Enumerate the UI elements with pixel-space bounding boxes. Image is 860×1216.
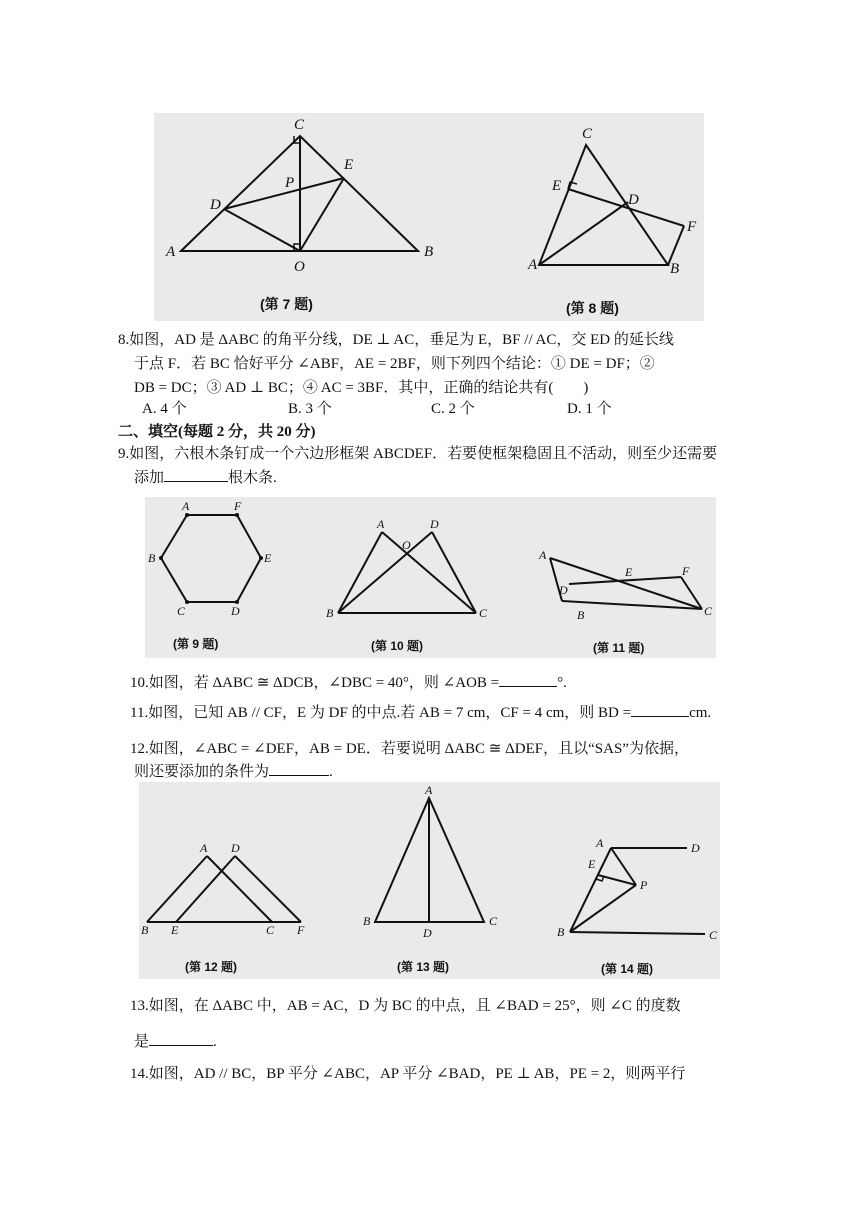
q10-suffix: °. [557, 675, 567, 691]
fig7-label-P: P [285, 175, 295, 191]
fig14-label-A: A [596, 836, 604, 850]
q10-text: 10.如图，若 ΔABC ≅ ΔDCB，∠DBC = 40°，则 ∠AOB = [130, 675, 500, 691]
q13-line2 [134, 1031, 217, 1053]
figure-9 [148, 499, 272, 651]
figure-11 [538, 548, 713, 655]
fig11-label-D: D [559, 583, 568, 597]
q12-line1: 12.如图，∠ABC = ∠DEF，AB = DE．若要说明 ΔABC ≅ ΔDEF，且以“SAS”为依据， [130, 741, 689, 757]
fig14-label-C: C [709, 928, 718, 942]
figure-10 [326, 517, 488, 653]
fig9-caption: (第 9 题) [173, 637, 219, 651]
fig12-label-C: C [266, 923, 275, 937]
fig11-caption: (第 11 题) [593, 641, 645, 655]
fig14-label-E: E [588, 857, 596, 871]
figure-7 [165, 117, 433, 312]
q9-answer-blank[interactable] [164, 481, 228, 482]
q11-text: 11.如图，已知 AB // CF，E 为 DF 的中点.若 AB = 7 cm，CF = 4 cm，则 BD = [130, 705, 632, 721]
fig8-label-C: C [582, 126, 593, 142]
fig14-caption: (第 14 题) [601, 962, 654, 976]
q12-line2-prefix: 则还要添加的条件为 [134, 764, 270, 780]
fig8-label-F: F [687, 219, 697, 235]
q14-line1: 14.如图，AD // BC，BP 平分 ∠ABC，AP 平分 ∠BAD，PE ⊥ AB，PE = 2，则两平行 [130, 1066, 686, 1082]
fig14-label-D: D [691, 841, 700, 855]
fig13-label-D: D [423, 926, 432, 940]
fig10-caption: (第 10 题) [371, 639, 424, 653]
fig9-label-A: A [182, 499, 190, 513]
fig8-label-D: D [628, 192, 639, 208]
fig7-label-C: C [294, 117, 305, 133]
fig12-label-B: B [141, 923, 149, 937]
q9-line2 [134, 467, 277, 489]
q12-line2 [134, 761, 333, 783]
fig10-label-B: B [326, 606, 334, 620]
fig12-label-A: A [200, 841, 208, 855]
q8-options [142, 398, 612, 420]
q11-line [130, 702, 711, 724]
fig9-label-B: B [148, 551, 156, 565]
q12-line2-suffix: . [329, 764, 333, 780]
figures-7-8 [154, 113, 704, 321]
fig12-label-F: F [297, 923, 305, 937]
fig8-caption: (第 8 题) [566, 300, 619, 316]
fig13-label-B: B [363, 914, 371, 928]
figure-panel-7-8 [154, 113, 704, 321]
fig9-label-F: F [234, 499, 242, 513]
q11-answer-blank[interactable] [631, 716, 689, 717]
fig7-caption: (第 7 题) [260, 296, 313, 312]
fig11-label-B: B [577, 608, 585, 622]
fig9-label-E: E [264, 551, 272, 565]
figure-12 [141, 841, 305, 974]
fig7-label-A: A [166, 244, 176, 260]
figure-panel-12-14 [139, 782, 720, 979]
figure-panel-9-11 [145, 497, 716, 658]
fig7-label-E: E [344, 157, 354, 173]
fig8-label-A: A [528, 257, 538, 273]
fig10-label-C: C [479, 606, 488, 620]
fig7-label-O: O [294, 259, 305, 275]
q10-line [130, 672, 567, 694]
section-heading: 二、填空(每题 2 分，共 20 分) [118, 424, 316, 440]
fig12-label-E: E [171, 923, 179, 937]
q8-line2: 于点 F．若 BC 恰好平分 ∠ABF，AE = 2BF，则下列四个结论：① DE = DF；② [134, 356, 655, 372]
q13-line1: 13.如图，在 ΔABC 中，AB = AC，D 为 BC 的中点，且 ∠BAD = 25°，则 ∠C 的度数 [130, 998, 681, 1014]
fig10-label-D: D [430, 517, 439, 531]
figures-12-14 [139, 782, 720, 979]
q11-suffix: cm. [689, 705, 712, 721]
fig13-label-A: A [425, 783, 433, 797]
q9-line1: 9.如图，六根木条钉成一个六边形框架 ABCDEF．若要使框架稳固且不活动，则至少还需要 [118, 446, 718, 462]
q8-line1: 8.如图，AD 是 ΔABC 的角平分线，DE ⊥ AC，垂足为 E，BF // AC，交 ED 的延长线 [118, 332, 674, 348]
q8-option-b: B. 3 个 [288, 401, 332, 417]
q13-answer-blank[interactable] [149, 1045, 213, 1046]
q13-line2-prefix: 是 [134, 1034, 150, 1050]
q12-answer-blank[interactable] [269, 775, 329, 776]
fig13-caption: (第 13 题) [397, 960, 450, 974]
fig11-label-C: C [704, 604, 713, 618]
fig11-label-F: F [682, 564, 690, 578]
q8-line3: DB = DC；③ AD ⊥ BC；④ AC = 3BF．其中，正确的结论共有( ) [134, 380, 589, 396]
q10-answer-blank[interactable] [499, 686, 557, 687]
fig14-label-B: B [557, 925, 565, 939]
fig13-label-C: C [489, 914, 498, 928]
fig7-label-B: B [424, 244, 434, 260]
q8-option-d: D. 1 个 [567, 401, 612, 417]
fig11-label-E: E [625, 565, 633, 579]
fig9-label-D: D [231, 604, 240, 618]
figure-13 [363, 783, 498, 974]
fig7-label-D: D [210, 197, 221, 213]
fig10-label-A: A [377, 517, 385, 531]
fig8-label-B: B [670, 261, 680, 277]
fig14-label-P: P [640, 878, 648, 892]
fig11-label-A: A [539, 548, 547, 562]
figures-9-11 [145, 497, 716, 658]
fig9-label-C: C [177, 604, 186, 618]
q8-option-a: A. 4 个 [142, 401, 187, 417]
figure-8 [527, 126, 697, 316]
q9-line2-prefix: 添加 [134, 470, 165, 486]
fig12-caption: (第 12 题) [185, 960, 238, 974]
q13-line2-suffix: . [213, 1034, 217, 1050]
fig10-label-O: O [402, 538, 411, 552]
q9-line2-suffix: 根木条. [228, 470, 277, 486]
q8-option-c: C. 2 个 [431, 401, 475, 417]
fig8-label-E: E [552, 178, 562, 194]
fig12-label-D: D [231, 841, 240, 855]
figure-14 [557, 836, 718, 976]
